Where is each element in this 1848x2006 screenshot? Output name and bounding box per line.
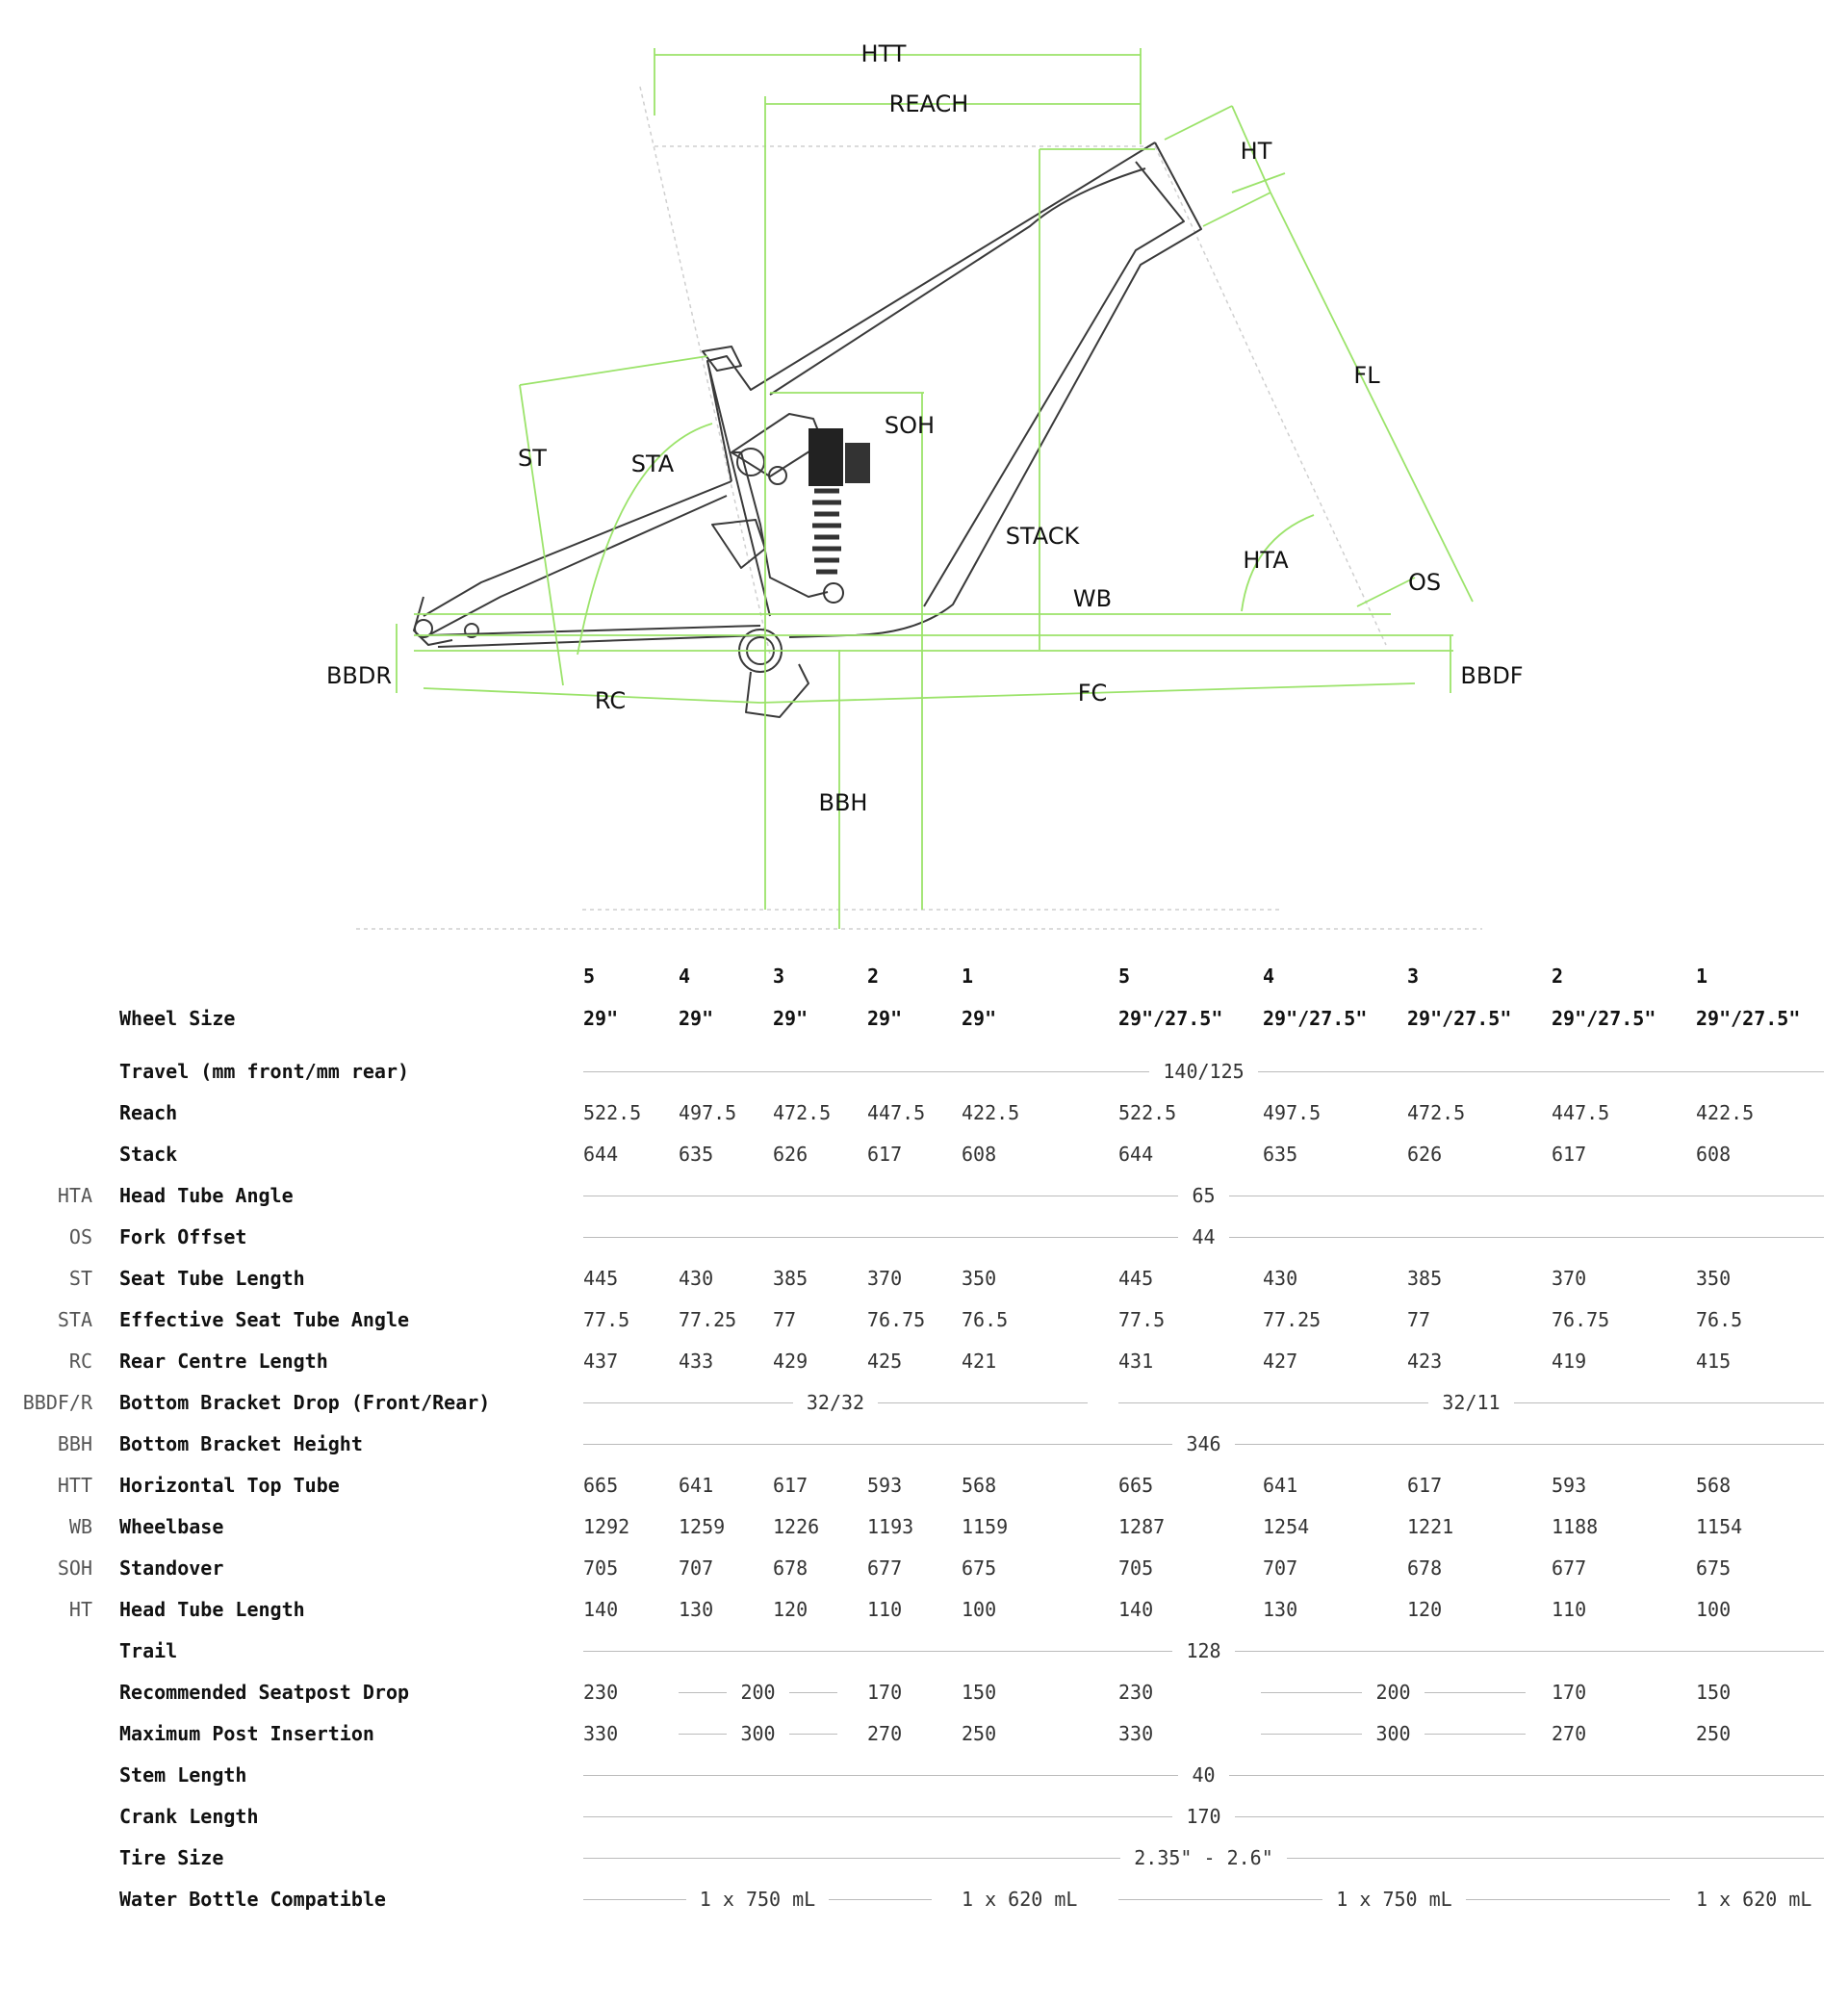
label-soh: SOH (884, 412, 936, 439)
row-value: 1 x 620 mL (962, 1888, 1078, 1911)
row-value: 120 (1407, 1598, 1443, 1621)
row-value: 230 (1118, 1681, 1154, 1704)
label-stack: STACK (1005, 523, 1080, 550)
row-label: Trail (119, 1639, 178, 1662)
row-value: 350 (962, 1267, 997, 1290)
row-value: 431 (1118, 1350, 1154, 1373)
row-value: 522.5 (583, 1101, 642, 1124)
row-value: 415 (1696, 1350, 1732, 1373)
label-reach: REACH (888, 90, 969, 117)
span-value: 40 (1192, 1763, 1216, 1787)
span-value: 2.35" - 2.6" (1134, 1846, 1273, 1869)
row-label: Wheelbase (119, 1515, 224, 1538)
row-label: Reach (119, 1101, 178, 1124)
label-fc: FC (1077, 680, 1108, 707)
row-value: 270 (867, 1722, 903, 1745)
row-value: 617 (773, 1474, 808, 1497)
row-value: 445 (1118, 1267, 1154, 1290)
row-value: 430 (679, 1267, 714, 1290)
row-value: 617 (1407, 1474, 1443, 1497)
row-value: 1226 (773, 1515, 820, 1538)
span-value: 346 (1186, 1432, 1221, 1455)
row-value: 608 (1696, 1143, 1732, 1166)
geometry-diagram (0, 0, 1848, 943)
geometry-table (0, 953, 1848, 1973)
label-hta: HTA (1243, 547, 1289, 574)
row-value: 593 (867, 1474, 903, 1497)
row-span (583, 1183, 1824, 1208)
row-span-mid (1261, 1721, 1526, 1746)
row-value: 707 (679, 1556, 714, 1580)
row-label: Stack (119, 1143, 178, 1166)
label-st: ST (518, 445, 547, 472)
label-ht: HT (1240, 138, 1272, 165)
row-span (583, 1804, 1824, 1829)
size-header: 1 (1696, 964, 1708, 988)
row-value: 76.5 (1696, 1308, 1743, 1331)
row-span-left (583, 1390, 1088, 1415)
rear-shock (808, 428, 870, 603)
wheel-size-value: 29" (583, 1007, 619, 1030)
row-span (583, 1059, 1824, 1084)
row-value: 1254 (1263, 1515, 1310, 1538)
size-header: 1 (962, 964, 974, 988)
row-label: Standover (119, 1556, 224, 1580)
row-value: 1188 (1552, 1515, 1599, 1538)
row-value: 77.5 (1118, 1308, 1166, 1331)
row-value: 678 (1407, 1556, 1443, 1580)
row-span (583, 1845, 1824, 1870)
row-value: 447.5 (1552, 1101, 1610, 1124)
row-value: 427 (1263, 1350, 1298, 1373)
wheel-size-value: 29"/27.5" (1552, 1007, 1656, 1030)
row-value: 472.5 (1407, 1101, 1466, 1124)
row-value: 445 (583, 1267, 619, 1290)
bike-frame (414, 142, 1201, 717)
label-htt: HTT (860, 40, 907, 67)
row-value: 423 (1407, 1350, 1443, 1373)
row-value: 1259 (679, 1515, 726, 1538)
wheel-size-value: 29"/27.5" (1696, 1007, 1801, 1030)
span-value: 128 (1186, 1639, 1221, 1662)
row-value: 617 (1552, 1143, 1587, 1166)
span-value: 170 (1186, 1805, 1221, 1828)
row-label: Bottom Bracket Height (119, 1432, 363, 1455)
row-value: 641 (679, 1474, 714, 1497)
row-abbr: BBDF/R (22, 1391, 92, 1414)
row-value: 433 (679, 1350, 714, 1373)
row-value: 437 (583, 1350, 619, 1373)
row-value: 1193 (867, 1515, 914, 1538)
row-value: 705 (1118, 1556, 1154, 1580)
row-label: Head Tube Angle (119, 1184, 294, 1207)
span-value: 32/32 (806, 1391, 865, 1414)
row-value: 626 (1407, 1143, 1443, 1166)
row-value: 522.5 (1118, 1101, 1177, 1124)
row-value: 644 (583, 1143, 619, 1166)
row-label: Stem Length (119, 1763, 247, 1787)
row-value: 665 (1118, 1474, 1154, 1497)
row-value: 1287 (1118, 1515, 1166, 1538)
row-value: 110 (867, 1598, 903, 1621)
size-header: 2 (1552, 964, 1564, 988)
row-value: 130 (679, 1598, 714, 1621)
label-wb: WB (1072, 585, 1113, 612)
row-label: Head Tube Length (119, 1598, 305, 1621)
row-value: 429 (773, 1350, 808, 1373)
span-value: 200 (1375, 1681, 1411, 1704)
row-value: 370 (1552, 1267, 1587, 1290)
row-abbr: HT (68, 1598, 92, 1621)
row-value: 593 (1552, 1474, 1587, 1497)
row-abbr: OS (68, 1225, 92, 1248)
row-value: 350 (1696, 1267, 1732, 1290)
row-abbr: SOH (57, 1556, 92, 1580)
reference-lines (356, 87, 1482, 929)
row-value: 635 (679, 1143, 714, 1166)
span-value: 1 x 750 mL (699, 1888, 816, 1911)
row-value: 76.75 (867, 1308, 926, 1331)
row-value: 170 (1552, 1681, 1587, 1704)
row-value: 100 (962, 1598, 997, 1621)
span-value: 32/11 (1442, 1391, 1501, 1414)
row-value: 77 (1407, 1308, 1431, 1331)
row-value: 447.5 (867, 1101, 926, 1124)
row-label: Rear Centre Length (119, 1350, 328, 1373)
row-value: 76.75 (1552, 1308, 1610, 1331)
row-label: Travel (mm front/mm rear) (119, 1060, 410, 1083)
row-value: 77.5 (583, 1308, 630, 1331)
span-value: 65 (1192, 1184, 1216, 1207)
row-value: 568 (1696, 1474, 1732, 1497)
row-value: 677 (1552, 1556, 1587, 1580)
row-value: 419 (1552, 1350, 1587, 1373)
row-value: 641 (1263, 1474, 1298, 1497)
row-abbr: HTT (57, 1474, 92, 1497)
wheel-size-value: 29" (867, 1007, 903, 1030)
row-value: 385 (773, 1267, 808, 1290)
row-value: 1 x 620 mL (1696, 1888, 1812, 1911)
label-rc: RC (594, 687, 627, 714)
wheel-size-value: 29"/27.5" (1407, 1007, 1512, 1030)
row-value: 1154 (1696, 1515, 1743, 1538)
row-value: 644 (1118, 1143, 1154, 1166)
row-span-bottle (1118, 1887, 1670, 1912)
row-value: 77.25 (679, 1308, 737, 1331)
row-value: 330 (1118, 1722, 1154, 1745)
span-value: 300 (1375, 1722, 1411, 1745)
row-value: 675 (1696, 1556, 1732, 1580)
row-label: Crank Length (119, 1805, 259, 1828)
row-value: 120 (773, 1598, 808, 1621)
wheel-size-value: 29"/27.5" (1263, 1007, 1368, 1030)
row-span-mid (1261, 1680, 1526, 1705)
row-label: Recommended Seatpost Drop (119, 1681, 410, 1704)
row-abbr: WB (68, 1515, 92, 1538)
row-label: Horizontal Top Tube (119, 1474, 340, 1497)
row-span-right (1118, 1390, 1824, 1415)
row-value: 330 (583, 1722, 619, 1745)
row-span (583, 1431, 1824, 1456)
row-label: Fork Offset (119, 1225, 247, 1248)
row-value: 270 (1552, 1722, 1587, 1745)
span-value: 140/125 (1163, 1060, 1245, 1083)
row-label: Water Bottle Compatible (119, 1888, 386, 1911)
row-value: 110 (1552, 1598, 1587, 1621)
label-os: OS (1407, 569, 1442, 596)
row-span (583, 1762, 1824, 1787)
label-fl: FL (1353, 362, 1380, 389)
row-value: 472.5 (773, 1101, 832, 1124)
row-span (583, 1224, 1824, 1249)
row-abbr: RC (68, 1350, 92, 1373)
wheel-size-value: 29"/27.5" (1118, 1007, 1223, 1030)
row-value: 497.5 (679, 1101, 737, 1124)
size-header: 3 (1407, 964, 1420, 988)
row-span-mid (679, 1680, 837, 1705)
label-sta: STA (630, 450, 675, 477)
row-value: 170 (867, 1681, 903, 1704)
row-label: Maximum Post Insertion (119, 1722, 374, 1745)
row-value: 230 (583, 1681, 619, 1704)
row-span (583, 1638, 1824, 1663)
row-value: 425 (867, 1350, 903, 1373)
size-header: 4 (679, 964, 691, 988)
row-value: 77 (773, 1308, 797, 1331)
row-abbr: ST (68, 1267, 92, 1290)
row-value: 705 (583, 1556, 619, 1580)
row-value: 617 (867, 1143, 903, 1166)
row-label: Tire Size (119, 1846, 224, 1869)
span-value: 1 x 750 mL (1336, 1888, 1452, 1911)
label-bbdr: BBDR (325, 662, 393, 689)
span-value: 300 (740, 1722, 776, 1745)
row-value: 150 (1696, 1681, 1732, 1704)
row-value: 1221 (1407, 1515, 1454, 1538)
row-label: Wheel Size (119, 1007, 236, 1030)
size-header: 4 (1263, 964, 1275, 988)
row-value: 130 (1263, 1598, 1298, 1621)
row-value: 77.25 (1263, 1308, 1322, 1331)
wheel-size-value: 29" (962, 1007, 997, 1030)
row-value: 707 (1263, 1556, 1298, 1580)
row-value: 370 (867, 1267, 903, 1290)
row-value: 675 (962, 1556, 997, 1580)
row-value: 140 (583, 1598, 619, 1621)
span-value: 44 (1192, 1225, 1216, 1248)
row-value: 385 (1407, 1267, 1443, 1290)
row-value: 76.5 (962, 1308, 1009, 1331)
row-value: 1159 (962, 1515, 1009, 1538)
row-value: 250 (962, 1722, 997, 1745)
row-value: 568 (962, 1474, 997, 1497)
size-header: 5 (1118, 964, 1131, 988)
row-value: 421 (962, 1350, 997, 1373)
dimension-lines (397, 48, 1473, 929)
row-label: Effective Seat Tube Angle (119, 1308, 410, 1331)
row-value: 250 (1696, 1722, 1732, 1745)
row-abbr: BBH (57, 1432, 92, 1455)
row-span-mid (679, 1721, 837, 1746)
row-value: 665 (583, 1474, 619, 1497)
row-label: Seat Tube Length (119, 1267, 305, 1290)
row-value: 430 (1263, 1267, 1298, 1290)
row-value: 422.5 (962, 1101, 1020, 1124)
frame-geometry-drawing (0, 0, 1848, 943)
row-abbr: HTA (57, 1184, 92, 1207)
span-value: 200 (740, 1681, 776, 1704)
row-value: 497.5 (1263, 1101, 1322, 1124)
wheel-size-value: 29" (773, 1007, 808, 1030)
row-value: 140 (1118, 1598, 1154, 1621)
row-value: 422.5 (1696, 1101, 1755, 1124)
label-bbdf: BBDF (1460, 662, 1524, 689)
row-value: 626 (773, 1143, 808, 1166)
row-value: 1292 (583, 1515, 630, 1538)
row-value: 677 (867, 1556, 903, 1580)
label-bbh: BBH (818, 789, 868, 816)
size-header: 3 (773, 964, 785, 988)
size-header: 5 (583, 964, 596, 988)
row-value: 150 (962, 1681, 997, 1704)
wheel-size-value: 29" (679, 1007, 714, 1030)
size-header: 2 (867, 964, 880, 988)
row-value: 100 (1696, 1598, 1732, 1621)
row-span-bottle (583, 1887, 932, 1912)
row-value: 635 (1263, 1143, 1298, 1166)
row-value: 678 (773, 1556, 808, 1580)
row-label: Bottom Bracket Drop (Front/Rear) (119, 1391, 491, 1414)
row-value: 608 (962, 1143, 997, 1166)
row-abbr: STA (57, 1308, 92, 1331)
